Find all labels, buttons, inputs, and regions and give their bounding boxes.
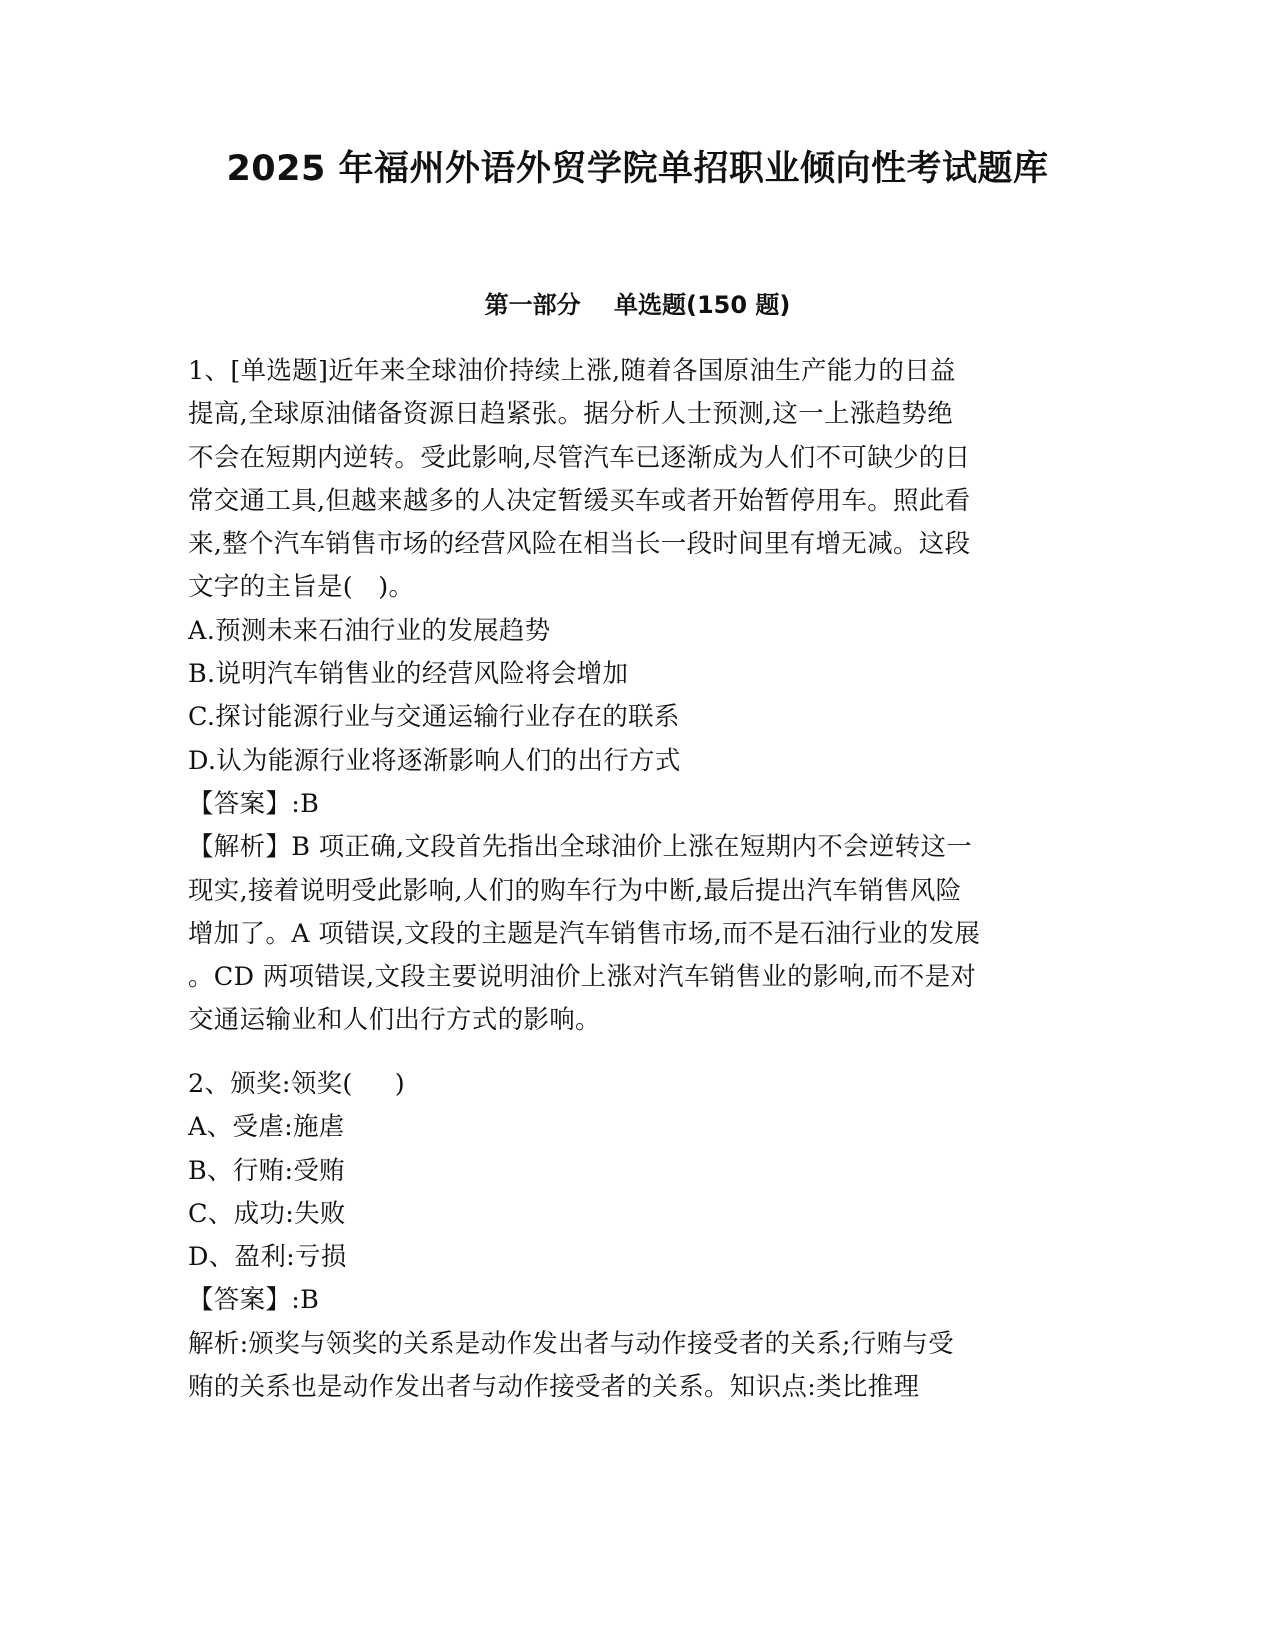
question-1 <box>188 350 1088 1043</box>
section-heading: 第一部分 单选题(150 题) <box>484 291 791 319</box>
question-stem-line: 不会在短期内逆转。受此影响,尽管汽车已逐渐成为人们不可缺少的日 <box>188 442 971 473</box>
document-title: 2025 年福州外语外贸学院单招职业倾向性考试题库 <box>226 149 1049 189</box>
question-stem-line: 文字的主旨是( )。 <box>188 572 415 603</box>
question-stem-line: 2、颁奖:领奖( ) <box>188 1069 405 1099</box>
option-a: A.预测未来石油行业的发展趋势 <box>188 615 551 646</box>
option-c: C.探讨能源行业与交通运输行业存在的联系 <box>188 702 680 733</box>
question-stem-line: 常交通工具,但越来越多的人决定暂缓买车或者开始暂停用车。照此看 <box>188 485 971 516</box>
analysis-line: 【解析】B 项正确,文段首先指出全球油价上涨在短期内不会逆转这一 <box>188 832 973 863</box>
option-c: C、成功:失败 <box>188 1198 346 1229</box>
question-stem-line: 来,整个汽车销售市场的经营风险在相当长一段时间里有增无减。这段 <box>188 529 971 560</box>
question-stem-line: 1、[单选题]近年来全球油价持续上涨,随着各国原油生产能力的日益 <box>188 356 956 386</box>
answer-line: 【答案】:B <box>188 788 320 819</box>
analysis-line: 增加了。A 项错误,文段的主题是汽车销售市场,而不是石油行业的发展 <box>188 918 981 949</box>
analysis-line: 。CD 两项错误,文段主要说明油价上涨对汽车销售业的影响,而不是对 <box>188 962 977 993</box>
analysis-line: 交通运输业和人们出行方式的影响。 <box>188 1005 601 1036</box>
option-a: A、受虐:施虐 <box>188 1112 345 1143</box>
question-2 <box>188 1063 1088 1409</box>
answer-line: 【答案】:B <box>188 1285 320 1316</box>
option-d: D、盈利:亏损 <box>188 1242 347 1273</box>
analysis-line: 现实,接着说明受此影响,人们的购车行为中断,最后提出汽车销售风险 <box>188 875 962 906</box>
question-stem-line: 提高,全球原油储备资源日趋紧张。据分析人士预测,这一上涨趋势绝 <box>188 399 954 430</box>
option-b: B.说明汽车销售业的经营风险将会增加 <box>188 659 629 690</box>
option-d: D.认为能源行业将逐渐影响人们的出行方式 <box>188 745 681 776</box>
analysis-line: 解析:颁奖与领奖的关系是动作发出者与动作接受者的关系;行贿与受 <box>188 1328 954 1359</box>
analysis-line: 贿的关系也是动作发出者与动作接受者的关系。知识点:类比推理 <box>188 1372 920 1403</box>
option-b: B、行贿:受贿 <box>188 1155 345 1186</box>
